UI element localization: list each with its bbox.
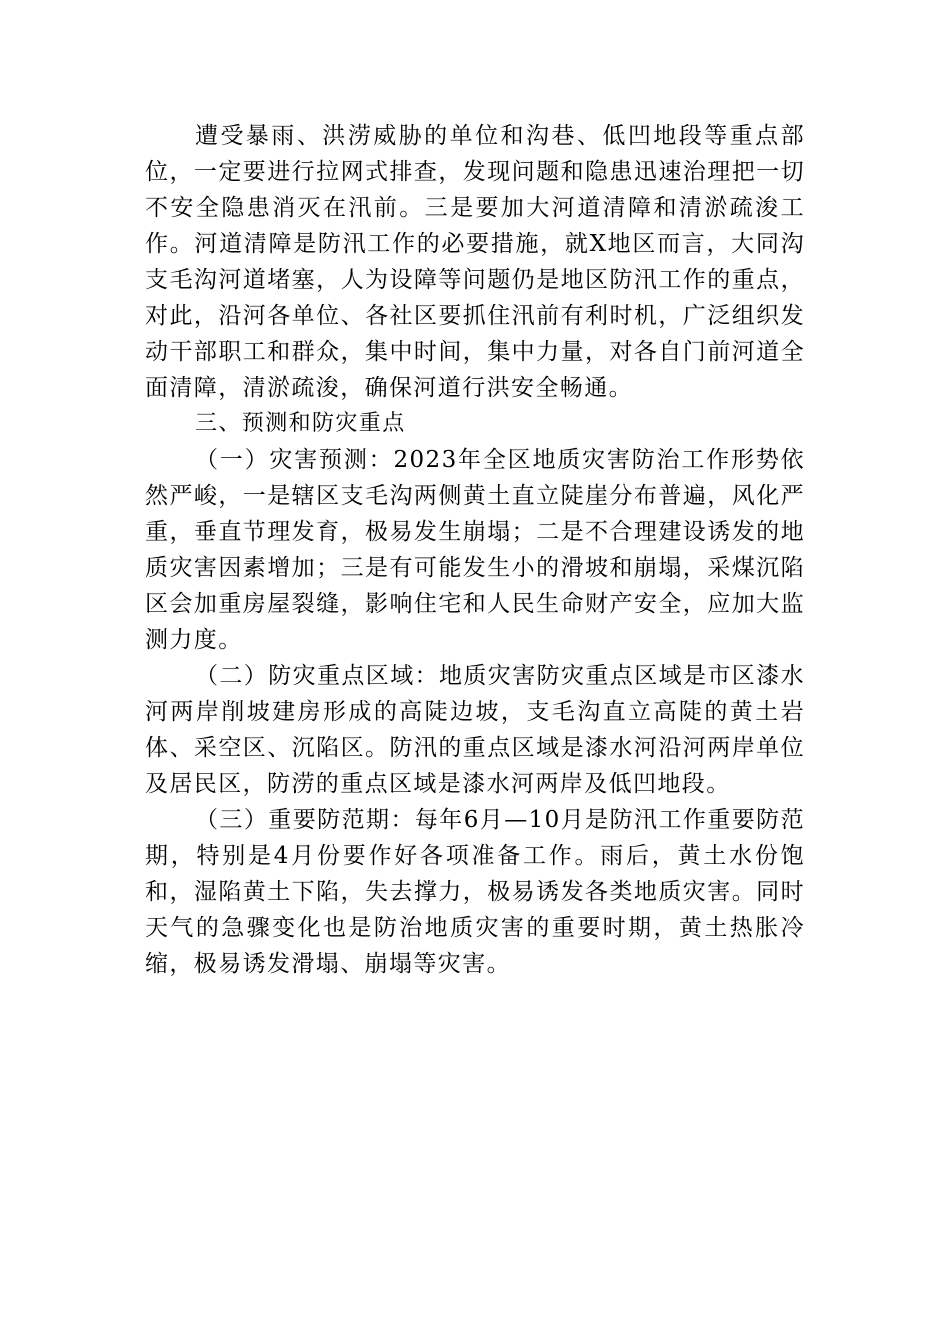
document-page	[145, 118, 805, 982]
paragraph-key-period: （三）重要防范期：每年6月—10月是防汛工作重要防范期，特别是4月份要作好各项准备工作。雨后，黄土水份饱和，湿陷黄土下陷，失去撑力，极易诱发各类地质灾害。同时天气的急骤变化也是防治地质灾害的重要时期，黄土热胀冷缩，极易诱发滑塌、崩塌等灾害。	[145, 807, 805, 977]
section-heading: 三、预测和防灾重点	[195, 411, 406, 436]
paragraph-disaster-forecast: （一）灾害预测：2023年全区地质灾害防治工作形势依然严峻，一是辖区支毛沟两侧黄土直立陡崖分布普遍，风化严重，垂直节理发育，极易发生崩塌；二是不合理建设诱发的地质灾害因素增加；三是有可能发生小的滑坡和崩塌，采煤沉陷区会加重房屋裂缝，影响住宅和人民生命财产安全，应加大监测力度。	[145, 447, 805, 653]
paragraph-flood-prevention: 遭受暴雨、洪涝威胁的单位和沟巷、低凹地段等重点部位，一定要进行拉网式排查，发现问题和隐患迅速治理把一切不安全隐患消灭在汛前。三是要加大河道清障和清淤疏浚工作。河道清障是防汛工作的必要措施，就X地区而言，大同沟支毛沟河道堵塞，人为设障等问题仍是地区防汛工作的重点，对此，沿河各单位、各社区要抓住汛前有利时机，广泛组织发动干部职工和群众，集中时间，集中力量，对各自门前河道全面清障，清淤疏浚，确保河道行洪安全畅通。	[145, 123, 805, 401]
paragraph-key-areas: （二）防灾重点区域：地质灾害防灾重点区域是市区漆水河两岸削坡建房形成的高陡边坡，支毛沟直立高陡的黄土岩体、采空区、沉陷区。防汛的重点区域是漆水河沿河两岸单位及居民区，防涝的重点区域是漆水河两岸及低凹地段。	[145, 663, 805, 797]
